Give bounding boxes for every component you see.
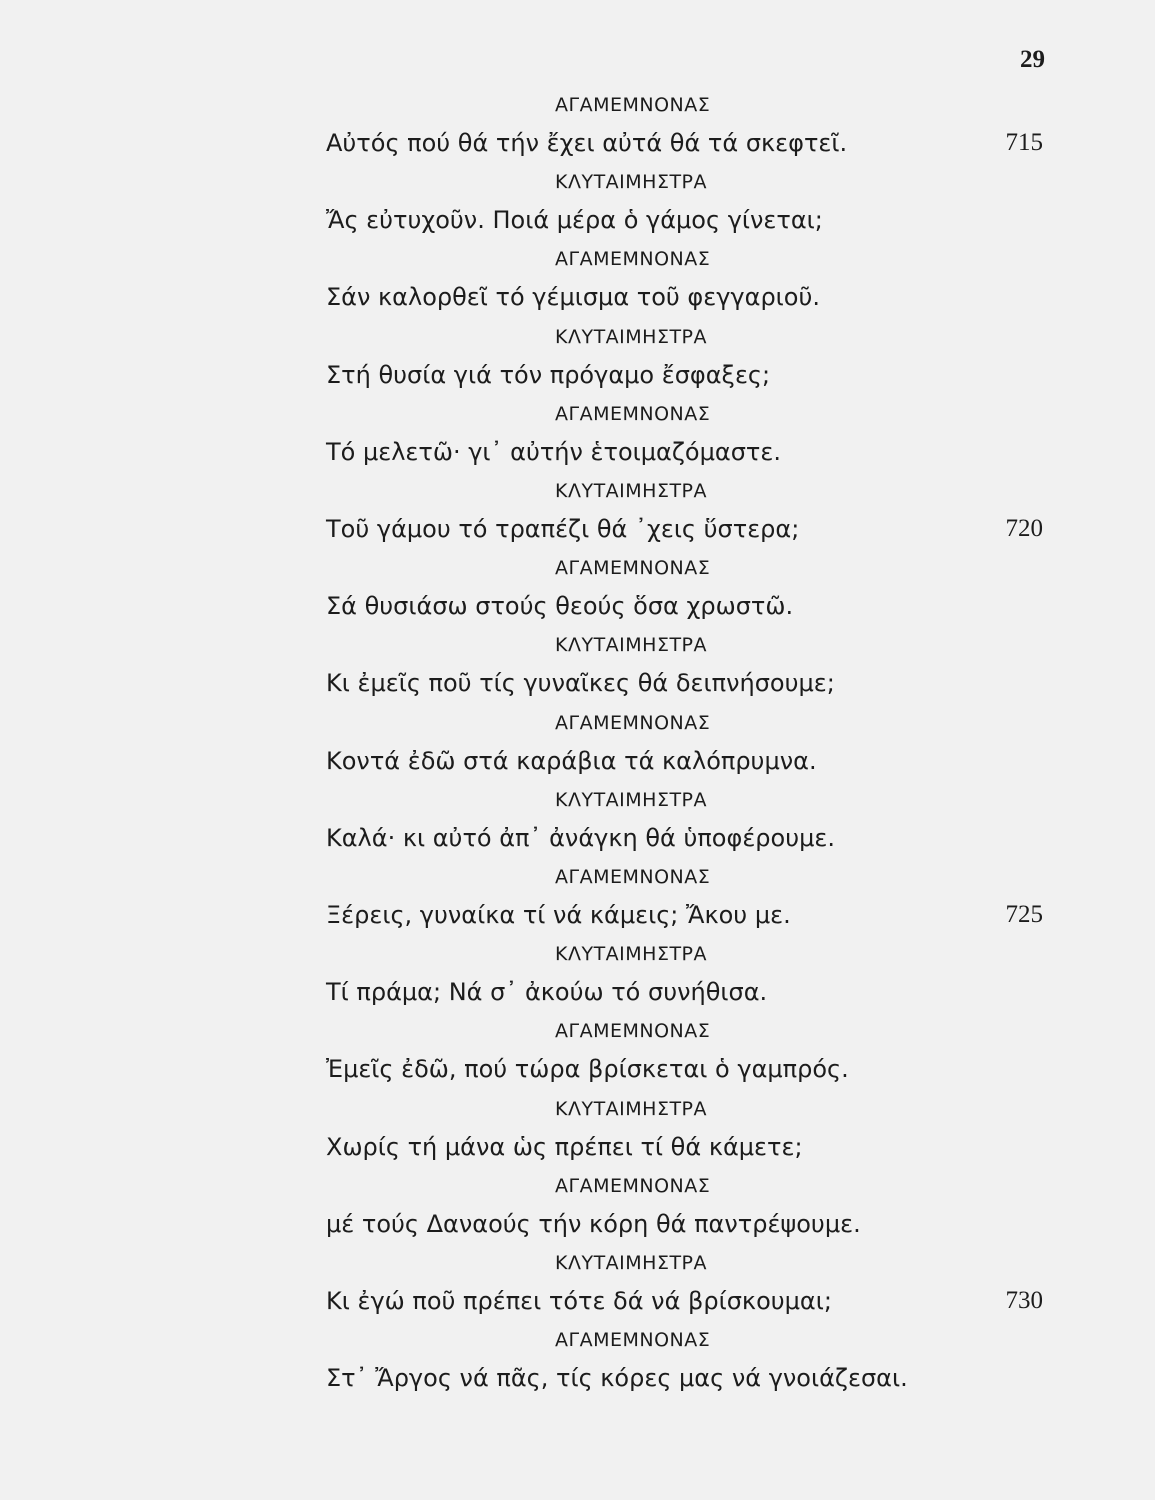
verse-line: Σάν καλορθεῖ τό γέμισμα τοῦ φεγγαριοῦ. [326,283,821,311]
dialogue-text [0,92,1155,1392]
speaker-name: ΑΓΑΜΕΜΝΟΝΑΣ [555,248,711,270]
speaker-name: ΚΛΥΤΑΙΜΗΣΤΡΑ [555,1252,708,1274]
speaker-name: ΑΓΑΜΕΜΝΟΝΑΣ [555,1329,711,1351]
verse-line: Στ᾽ Ἄργος νά πᾶς, τίς κόρες μας νά γνοιάζεσαι. [326,1364,908,1392]
line-number: 730 [1005,1287,1043,1314]
verse-line: Κι ἐγώ ποῦ πρέπει τότε δά νά βρίσκουμαι; [326,1287,832,1315]
line-number: 715 [1005,129,1043,156]
speaker-name: ΚΛΥΤΑΙΜΗΣΤΡΑ [555,326,708,348]
speaker-name: ΚΛΥΤΑΙΜΗΣΤΡΑ [555,943,708,965]
verse-line: Χωρίς τή μάνα ὡς πρέπει τί θά κάμετε; [326,1133,803,1161]
verse-line: Κοντά ἐδῶ στά καράβια τά καλόπρυμνα. [326,747,817,775]
verse-line: Ξέρεις, γυναίκα τί νά κάμεις; Ἄκου με. [326,901,791,929]
verse-line: Τοῦ γάμου τό τραπέζι θά ᾽χεις ὕστερα; [326,515,800,543]
verse-line: Αὐτός πού θά τήν ἔχει αὐτά θά τά σκεφτεῖ. [326,129,848,157]
speaker-name: ΚΛΥΤΑΙΜΗΣΤΡΑ [555,789,708,811]
speaker-name: ΚΛΥΤΑΙΜΗΣΤΡΑ [555,1098,708,1120]
page-number: 29 [1020,46,1045,73]
verse-line: Καλά· κι αὐτό ἀπ᾽ ἀνάγκη θά ὑποφέρουμε. [326,824,835,852]
speaker-name: ΑΓΑΜΕΜΝΟΝΑΣ [555,1175,711,1197]
verse-line: Σά θυσιάσω στούς θεούς ὅσα χρωστῶ. [326,592,794,620]
speaker-name: ΚΛΥΤΑΙΜΗΣΤΡΑ [555,634,708,656]
speaker-name: ΚΛΥΤΑΙΜΗΣΤΡΑ [555,480,708,502]
speaker-name: ΚΛΥΤΑΙΜΗΣΤΡΑ [555,171,708,193]
speaker-name: ΑΓΑΜΕΜΝΟΝΑΣ [555,1020,711,1042]
verse-line: Τί πράμα; Νά σ᾽ ἀκούω τό συνήθισα. [326,978,768,1006]
verse-line: Κι ἐμεῖς ποῦ τίς γυναῖκες θά δειπνήσουμε; [326,669,835,697]
verse-line: Τό μελετῶ· γι᾽ αὐτήν ἑτοιμαζόμαστε. [326,438,781,466]
verse-line: μέ τούς Δαναούς τήν κόρη θά παντρέψουμε. [326,1210,861,1238]
speaker-name: ΑΓΑΜΕΜΝΟΝΑΣ [555,557,711,579]
verse-line: Στή θυσία γιά τόν πρόγαμο ἔσφαξες; [326,361,771,389]
speaker-name: ΑΓΑΜΕΜΝΟΝΑΣ [555,866,711,888]
line-number: 720 [1005,515,1043,542]
speaker-name: ΑΓΑΜΕΜΝΟΝΑΣ [555,712,711,734]
speaker-name: ΑΓΑΜΕΜΝΟΝΑΣ [555,403,711,425]
verse-line: Ἐμεῖς ἐδῶ, πού τώρα βρίσκεται ὁ γαμπρός. [326,1055,849,1083]
verse-line: Ἄς εὐτυχοῦν. Ποιά μέρα ὁ γάμος γίνεται; [326,206,823,234]
speaker-name: ΑΓΑΜΕΜΝΟΝΑΣ [555,94,711,116]
line-number: 725 [1005,901,1043,928]
